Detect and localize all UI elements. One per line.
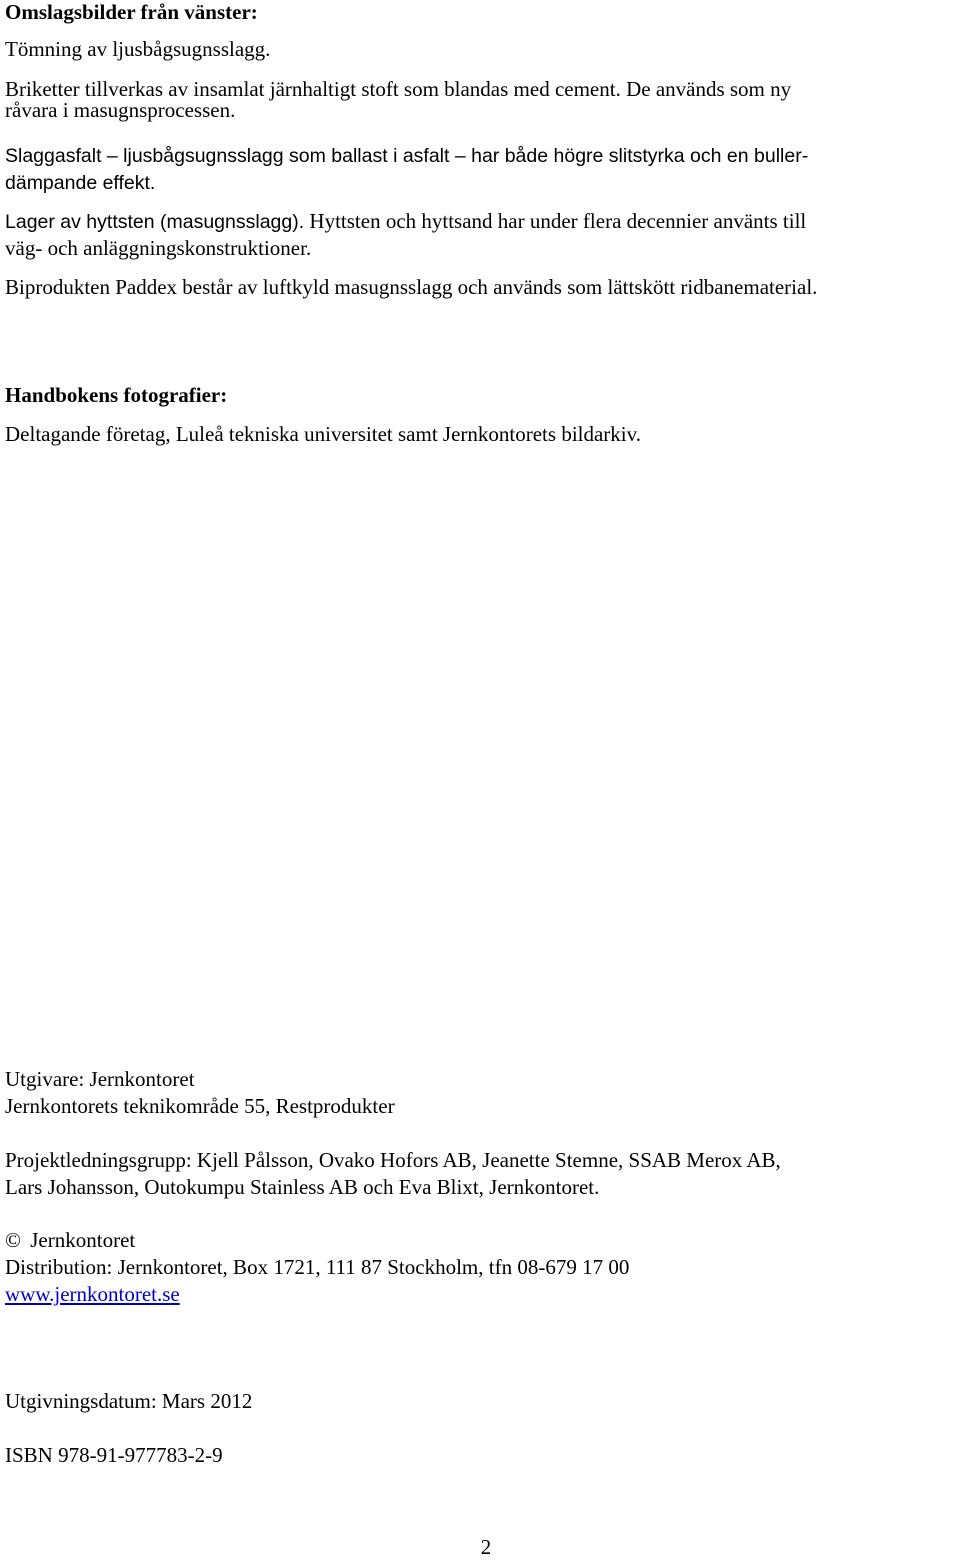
caption-4-rest: Hyttsten och hyttsand har under flera decennier använts till xyxy=(304,209,807,233)
photographs-credit: Deltagande företag, Luleå tekniska universitet samt Jernkontorets bildarkiv. xyxy=(5,422,642,446)
website-link[interactable]: www.jernkontoret.se xyxy=(5,1282,180,1306)
caption-3-line-1: Slaggasfalt – ljusbågsugnsslagg som ballast i asfalt – har både högre slitstyrka och en buller- xyxy=(5,145,809,167)
series: Jernkontorets teknikområde 55, Restprodukter xyxy=(5,1094,395,1118)
project-group-line-1: Projektledningsgrupp: Kjell Pålsson, Ovako Hofors AB, Jeanette Stemne, SSAB Merox AB, xyxy=(5,1148,781,1172)
caption-2-line-1: Briketter tillverkas av insamlat järnhaltigt stoft som blandas med cement. De används som ny xyxy=(5,77,792,101)
caption-3 xyxy=(5,143,940,197)
caption-2 xyxy=(5,76,940,124)
caption-4-lead: Lager av hyttsten (masugnsslagg). xyxy=(5,211,305,233)
page-number: 2 xyxy=(480,1535,492,1559)
caption-4 xyxy=(5,208,940,262)
copyright-holder: Jernkontoret xyxy=(30,1228,136,1252)
isbn: ISBN 978-91-977783-2-9 xyxy=(5,1443,223,1467)
publisher: Utgivare: Jernkontoret xyxy=(5,1067,195,1091)
caption-5: Biprodukten Paddex består av luftkyld masugnsslagg och används som lättskött ridbanematerial. xyxy=(5,275,818,299)
distribution: Distribution: Jernkontoret, Box 1721, 111 87 Stockholm, tfn 08-679 17 00 xyxy=(5,1255,630,1279)
caption-4-line-2: väg- och anläggningskonstruktioner. xyxy=(5,236,312,260)
caption-3-line-2: dämpande effekt. xyxy=(5,172,156,194)
photographs-heading: Handbokens fotografier: xyxy=(5,383,228,407)
website-line xyxy=(5,1281,940,1308)
release-date: Utgivningsdatum: Mars 2012 xyxy=(5,1389,253,1413)
project-group-line-2: Lars Johansson, Outokumpu Stainless AB och Eva Blixt, Jernkontoret. xyxy=(5,1175,600,1199)
caption-1: Tömning av ljusbågsugnsslagg. xyxy=(5,37,271,61)
project-group xyxy=(5,1147,940,1201)
copyright-icon: © xyxy=(5,1228,21,1252)
caption-2-line-2: råvara i masugnsprocessen. xyxy=(5,98,236,122)
caption-4-line-1 xyxy=(5,208,940,236)
copyright-line xyxy=(5,1227,940,1254)
cover-images-heading: Omslagsbilder från vänster: xyxy=(5,0,258,24)
